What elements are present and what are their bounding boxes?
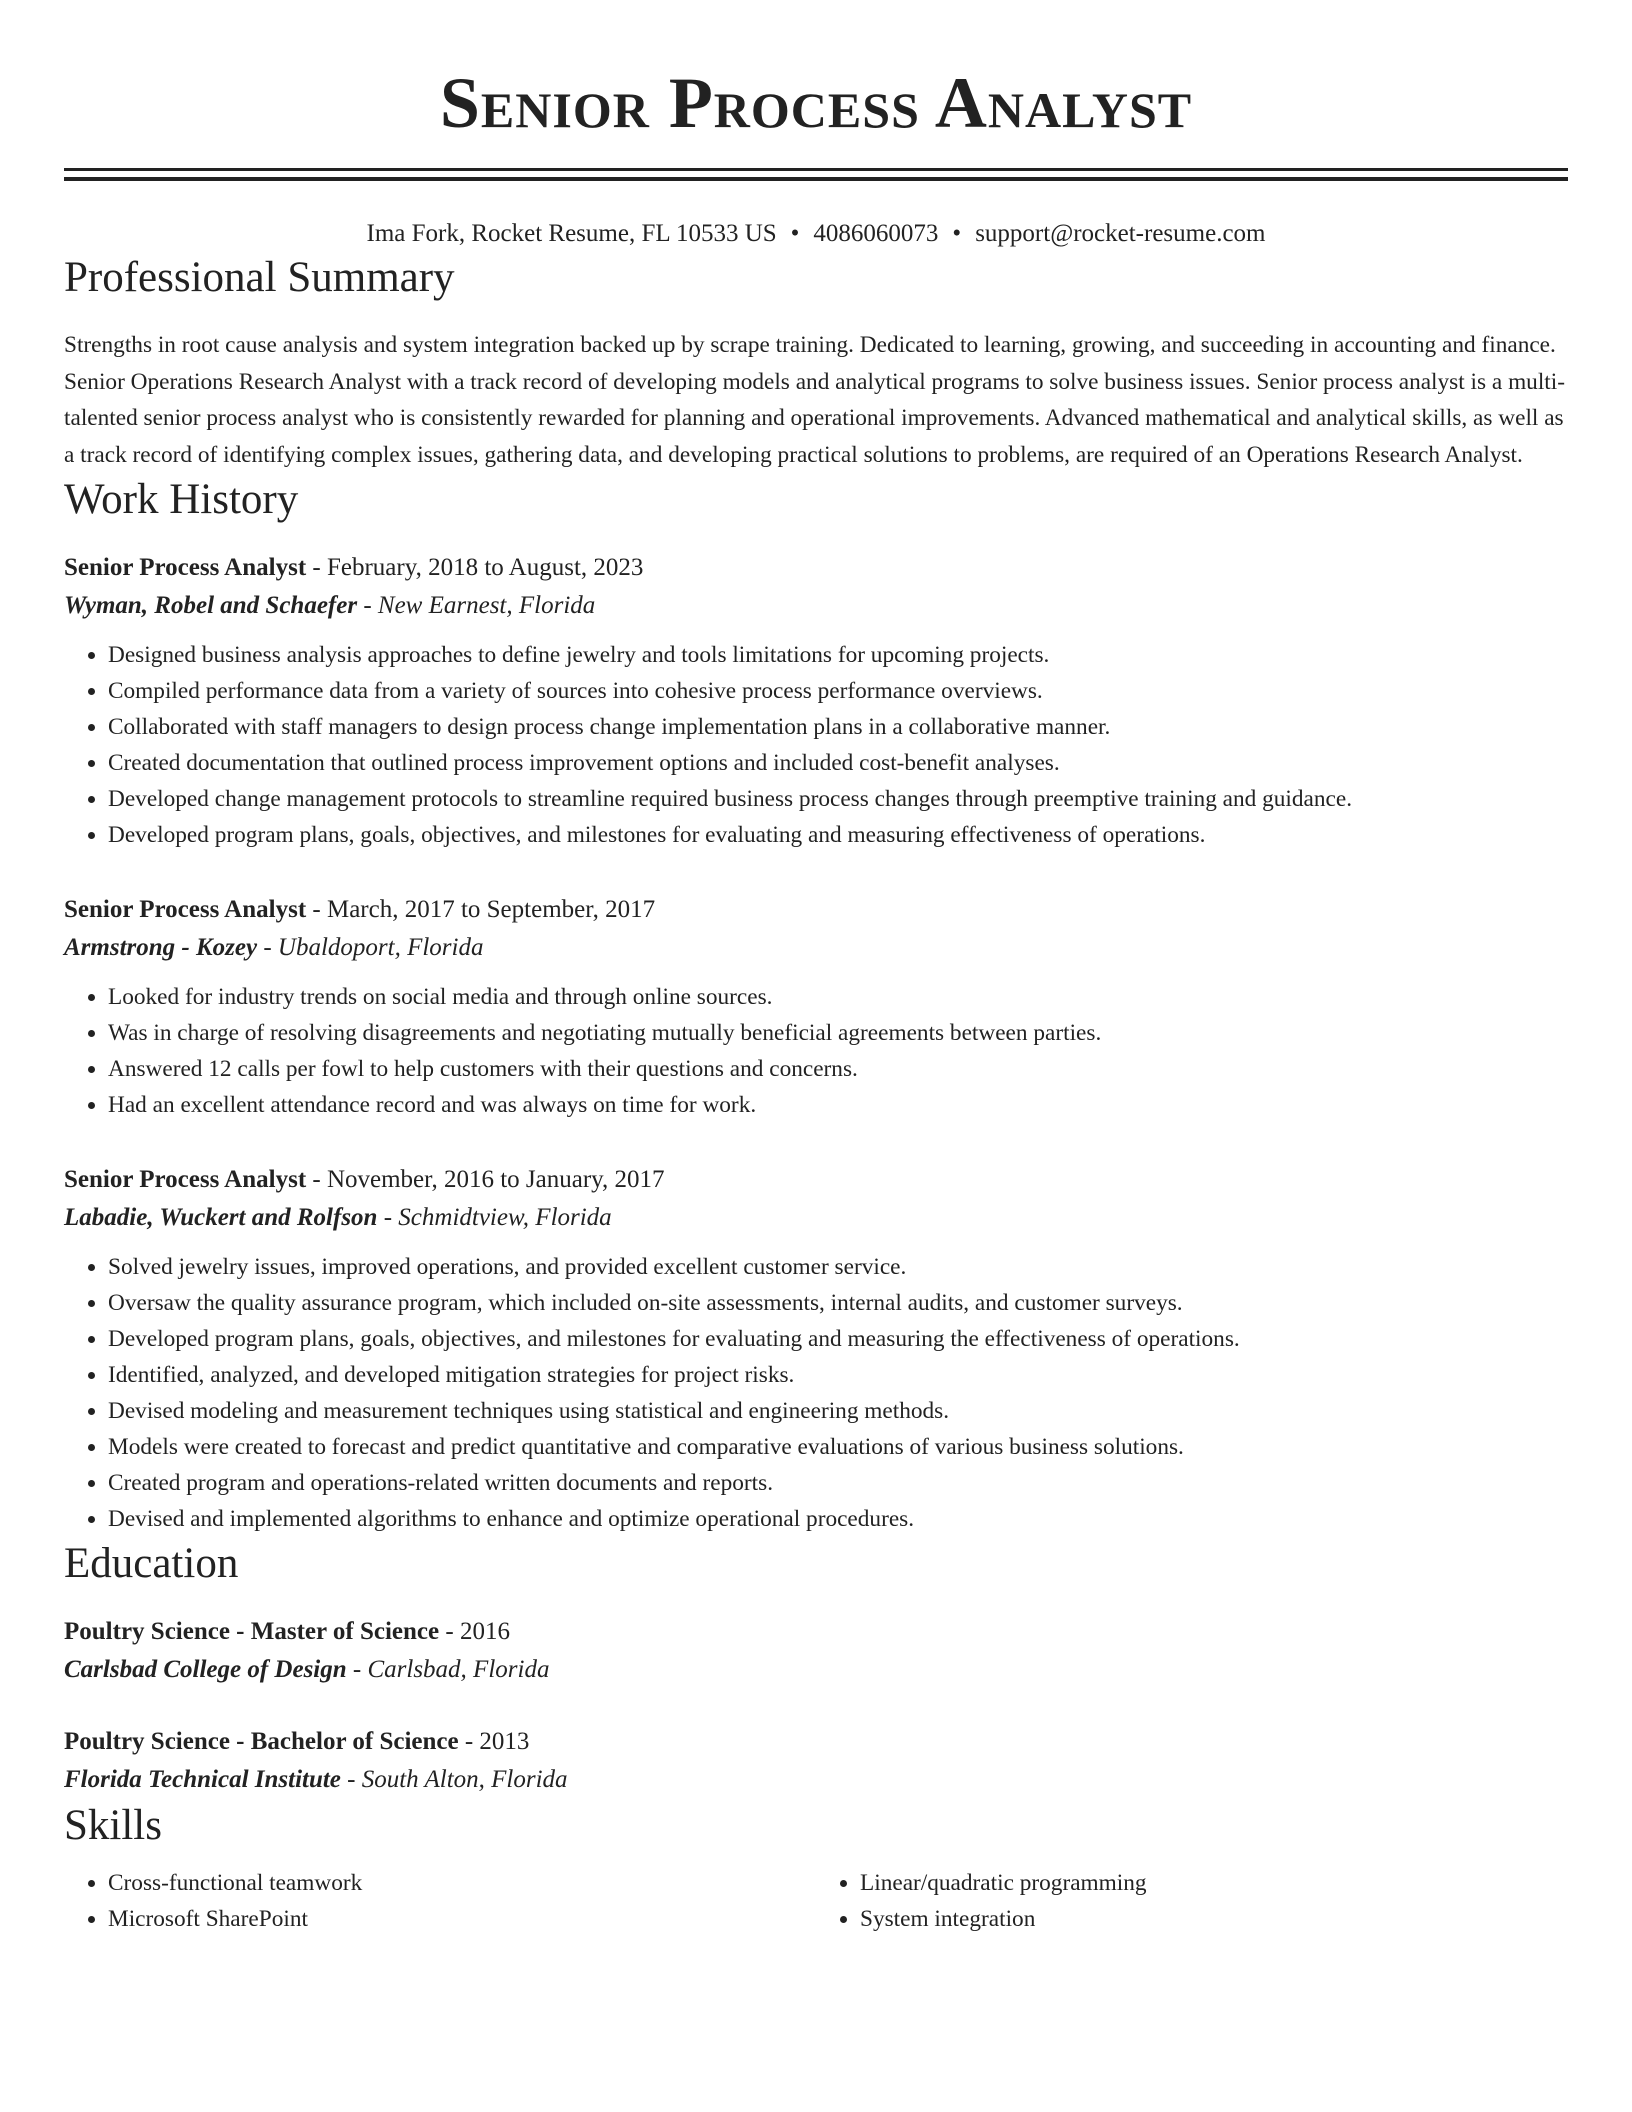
job-dates: - February, 2018 to August, 2023	[306, 554, 644, 581]
job-bullet: • Devised and implemented algorithms to enhance and optimize operational procedures.	[108, 1501, 1568, 1537]
skills-list-left	[64, 1865, 816, 1937]
education-school: Carlsbad College of Design	[64, 1656, 347, 1683]
title-divider-top	[64, 168, 1568, 171]
contact-address: Ima Fork, Rocket Resume, FL 10533 US	[366, 220, 777, 247]
job-bullet: • Solved jewelry issues, improved operations, and provided excellent customer service.	[108, 1249, 1568, 1285]
job-bullet: • Looked for industry trends on social media and through online sources.	[108, 979, 1568, 1015]
education-degree: Poultry Science - Bachelor of Science	[64, 1728, 459, 1755]
section-heading-education: Education	[64, 1540, 239, 1587]
job-bullet: • Compiled performance data from a variety of sources into cohesive process performance overviews.	[108, 673, 1568, 709]
education-entry	[64, 1723, 1568, 1799]
education-year: - 2016	[439, 1618, 510, 1645]
title-divider-bottom	[64, 177, 1568, 181]
job-bullet: • Developed program plans, goals, objectives, and milestones for evaluating and measuring the effectiveness of operations.	[108, 1321, 1568, 1357]
job-bullet: • Developed program plans, goals, objectives, and milestones for evaluating and measuring effectiveness of operations.	[108, 817, 1568, 853]
job-location: - Ubaldoport, Florida	[257, 934, 484, 961]
education-school-line	[64, 1761, 1568, 1799]
summary-text: Strengths in root cause analysis and system integration backed up by scrape training. Dedicated to learning, growing, and succeeding in accounting and finance. Senior Operations Research Analyst with a track record of developing models and analytical programs to solve business issues. Senior process analyst is a multi-talented senior process analyst who is consistently rewarded for planning and operational improvements. Advanced mathematical and analytical skills, as well as a track record of identifying complex issues, gathering data, and developing practical solutions to problems, are required of an Operations Research Analyst.	[64, 332, 1566, 468]
job-bullet: • Collaborated with staff managers to design process change implementation plans in a collaborative manner.	[108, 709, 1568, 745]
skill-item: • Microsoft SharePoint	[108, 1901, 816, 1937]
job-company: Wyman, Robel and Schaefer	[64, 592, 358, 619]
job-bullet: • Models were created to forecast and predict quantitative and comparative evaluations of various business solutions.	[108, 1429, 1568, 1465]
education-degree-line	[64, 1723, 1568, 1761]
job-dates: - March, 2017 to September, 2017	[306, 896, 656, 923]
job-location: - Schmidtview, Florida	[377, 1204, 612, 1231]
education-degree: Poultry Science - Master of Science	[64, 1618, 440, 1645]
skill-item: • System integration	[860, 1901, 1568, 1937]
education-school-line	[64, 1651, 1568, 1689]
job-bullet-list	[64, 979, 1568, 1123]
job-bullet: • Identified, analyzed, and developed mitigation strategies for project risks.	[108, 1357, 1568, 1393]
education-entry	[64, 1613, 1568, 1689]
skills-grid	[64, 1865, 1568, 1937]
section-heading-skills: Skills	[64, 1802, 162, 1849]
job-title-line	[64, 549, 1568, 587]
contact-separator: •	[790, 220, 800, 247]
job-bullet: • Had an excellent attendance record and was always on time for work.	[108, 1087, 1568, 1123]
job-company: Labadie, Wuckert and Rolfson	[64, 1204, 378, 1231]
education-degree-line	[64, 1613, 1568, 1651]
education-location: - Carlsbad, Florida	[346, 1656, 550, 1683]
skills-list-right	[816, 1865, 1568, 1937]
contact-separator: •	[952, 220, 962, 247]
job-bullet: • Was in charge of resolving disagreements and negotiating mutually beneficial agreements between parties.	[108, 1015, 1568, 1051]
job-title-line	[64, 891, 1568, 929]
job-dates: - November, 2016 to January, 2017	[306, 1166, 665, 1193]
job-title-line	[64, 1161, 1568, 1199]
job-entry	[64, 549, 1568, 853]
job-bullet: • Oversaw the quality assurance program, which included on-site assessments, internal audits, and customer surveys.	[108, 1285, 1568, 1321]
job-bullet: • Created documentation that outlined process improvement options and included cost-benefit analyses.	[108, 745, 1568, 781]
job-bullet: • Developed change management protocols to streamline required business process changes through preemptive training and guidance.	[108, 781, 1568, 817]
contact-line	[64, 217, 1568, 251]
job-entry	[64, 891, 1568, 1123]
skill-item: • Linear/quadratic programming	[860, 1865, 1568, 1901]
job-bullet: • Designed business analysis approaches to define jewelry and tools limitations for upcoming projects.	[108, 637, 1568, 673]
contact-phone: 4086060073	[813, 220, 939, 247]
job-company-line	[64, 929, 1568, 967]
job-bullet: • Devised modeling and measurement techniques using statistical and engineering methods.	[108, 1393, 1568, 1429]
section-heading-work-history: Work History	[64, 476, 299, 523]
resume-title: Senior Process Analyst	[439, 63, 1193, 143]
job-bullet-list	[64, 637, 1568, 853]
education-year: - 2013	[458, 1728, 530, 1755]
job-entry	[64, 1161, 1568, 1537]
job-role: Senior Process Analyst	[64, 554, 307, 581]
job-location: - New Earnest, Florida	[357, 592, 596, 619]
job-bullet-list	[64, 1249, 1568, 1537]
job-company-line	[64, 587, 1568, 625]
contact-email: support@rocket-resume.com	[975, 220, 1266, 247]
job-company-line	[64, 1199, 1568, 1237]
education-school: Florida Technical Institute	[64, 1766, 341, 1793]
skill-item: • Cross-functional teamwork	[108, 1865, 816, 1901]
job-role: Senior Process Analyst	[64, 1166, 307, 1193]
education-location: - South Alton, Florida	[340, 1766, 568, 1793]
job-bullet: • Answered 12 calls per fowl to help customers with their questions and concerns.	[108, 1051, 1568, 1087]
job-role: Senior Process Analyst	[64, 896, 307, 923]
job-company: Armstrong - Kozey	[64, 934, 258, 961]
section-heading-summary: Professional Summary	[64, 254, 455, 301]
job-bullet: • Created program and operations-related written documents and reports.	[108, 1465, 1568, 1501]
